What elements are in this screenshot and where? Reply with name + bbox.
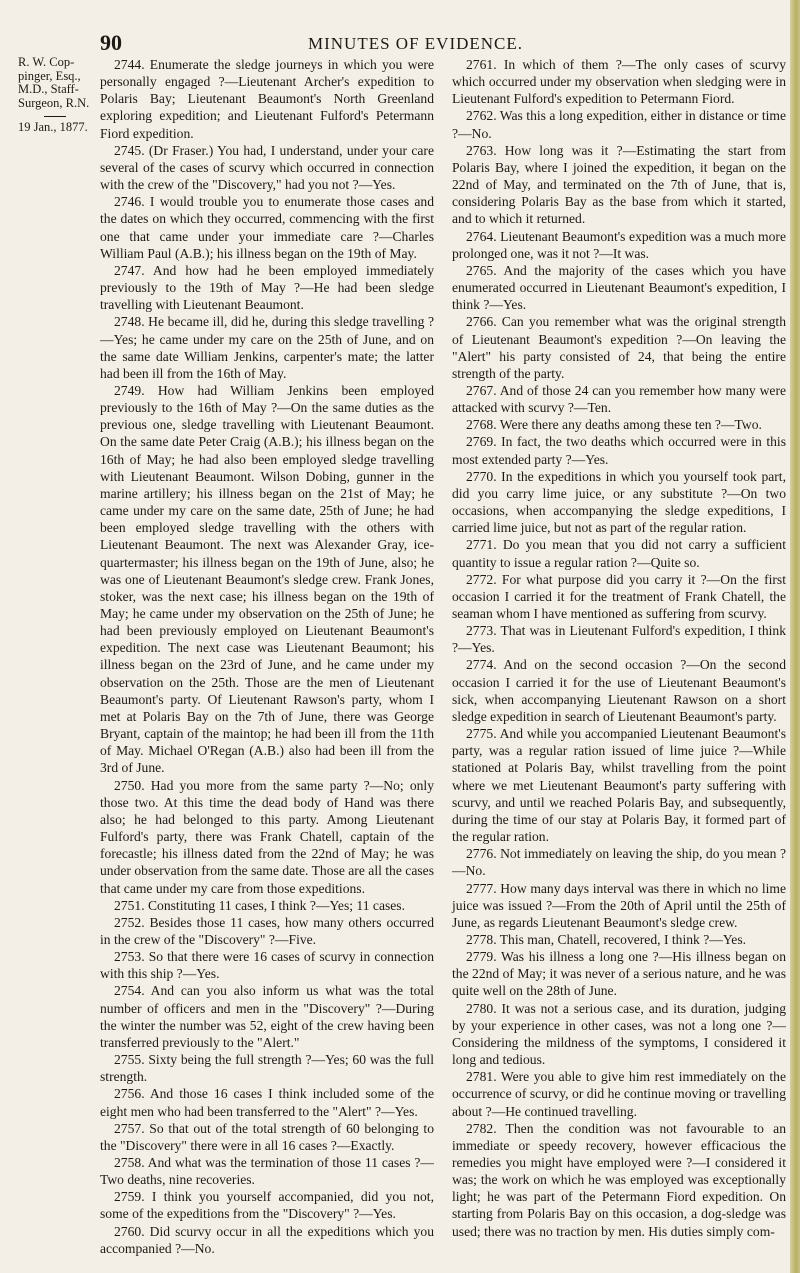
- evidence-paragraph: 2765. And the majority of the cases which you have enumerated occurred in Lieutenant Beaumont's expedition, I think ?—Yes.: [452, 262, 786, 313]
- right-column: [452, 56, 786, 1256]
- evidence-paragraph: 2773. That was in Lieutenant Fulford's expedition, I think ?—Yes.: [452, 623, 786, 656]
- evidence-paragraph: 2752. Besides those 11 cases, how many others occurred in the crew of the "Discovery" ?—Five.: [100, 914, 434, 947]
- evidence-paragraph: 2749. How had William Jenkins been employed previously to the 16th of May ?—On the same duties as the previous one, sledge travelling with Lieutenant Beaumont. On the same date Peter Craig (A.B.); his illness began on the 16th of May; he had also been employed sledge travelling with Lieutenant Beaumont. Wilson Dobing, gunner in the marine artillery; his illness began on the 21st of May; he came under my care on the same date, 25th of June; he had been employed sledge travelling with the others with Lieutenant Beaumont. The next was Alexander Gray, ice-quartermaster; his illness began on the 19th of June, also; he was one of Lieutenant Beaumont's sledge crew. Frank Jones, stoker, was the next case; his illness began on the 19th of May; he came under my observation on the 25th of June; he had been previously employed on Lieutenant Beaumont's expedition. The next case was Lieutenant Beaumont; his illness began on the 23rd of June, and he came under my observation on the 25th. Those are the men of Lieutenant Beaumont's party. Of Lieutenant Rawson's party, whom I met at Polaris Bay on the 7th of June, there was George Bryant, captain of the maintop; he had been ill from the 11th of May. Michael O'Regan (A.B.) also had been ill from the 3rd of June.: [100, 382, 434, 776]
- evidence-paragraph: 2781. Were you able to give him rest immediately on the occurrence of scurvy, or did he continue moving or travelling about ?—He continued travelling.: [452, 1069, 786, 1119]
- evidence-paragraph: 2774. And on the second occasion ?—On the second occasion I carried it for the use of Lieutenant Beaumont's sick, when accompanying Lieutenant Rawson on a short sledge expedition in search of Lieutenant Beaumont's party.: [452, 657, 786, 724]
- evidence-paragraph: 2778. This man, Chatell, recovered, I think ?—Yes.: [466, 931, 747, 947]
- evidence-paragraph: 2775. And while you accompanied Lieutenant Beaumont's party, was a regular ration issued of lime juice ?—While stationed at Polaris Bay, whilst travelling from the point where we met Lieutenant Beaumont's party suffering with scurvy, and until we reached Polaris Bay, and subsequently, during the time of our stay at Polaris Bay, it formed part of the regular ration.: [452, 726, 786, 845]
- evidence-paragraph: 2746. I would trouble you to enumerate those cases and the dates on which they occurred, commencing with the first one that came under your immediate care ?—Charles William Paul (A.B.); his illness began on the 19th of May.: [100, 194, 434, 261]
- witness-margin-note: [18, 56, 96, 135]
- evidence-paragraph: 2758. And what was the termination of those 11 cases ?—Two deaths, nine recoveries.: [100, 1155, 434, 1188]
- evidence-paragraph: 2777. How many days interval was there in which no lime juice was issued ?—From the 20th of April until the 25th of June, as regards Lieutenant Beaumont's sledge crew.: [452, 880, 786, 930]
- evidence-paragraph: 2770. In the expeditions in which you yourself took part, did you carry lime juice, or any substitute ?—On two occasions, when accompanying the sledge expeditions, I carried lime juice, but not as part of the regular ration.: [452, 468, 786, 536]
- evidence-paragraph: 2771. Do you mean that you did not carry a sufficient quantity to issue a regular ration ?—Quite so.: [452, 537, 786, 570]
- evidence-paragraph: 2756. And those 16 cases I think included some of the eight men who had been transferred to the "Alert" ?—Yes.: [100, 1086, 434, 1119]
- evidence-paragraph: 2779. Was his illness a long one ?—His illness began on the 22nd of May; it was never of a serious nature, and he was quite well on the 28th of June.: [452, 949, 786, 999]
- page-edge-stain: [790, 0, 800, 1273]
- evidence-paragraph: 2751. Constituting 11 cases, I think ?—Yes; 11 cases.: [114, 897, 405, 913]
- left-column: [100, 56, 434, 1256]
- evidence-paragraph: 2769. In fact, the two deaths which occurred were in this most extended party ?—Yes.: [452, 434, 786, 467]
- margin-note-line: M.D., Staff-: [18, 82, 79, 96]
- evidence-paragraph: 2755. Sixty being the full strength ?—Yes; 60 was the full strength.: [100, 1052, 434, 1085]
- evidence-paragraph: 2780. It was not a serious case, and its duration, judging by your experience in other cases, was not a long one ?—Considering the mildness of the symptoms, I considered it long and tedious.: [452, 1000, 786, 1068]
- margin-note-date: 19 Jan., 1877.: [18, 120, 88, 134]
- evidence-paragraph: 2753. So that there were 16 cases of scurvy in connection with this ship ?—Yes.: [100, 949, 434, 982]
- margin-note-line: Surgeon, R.N.: [18, 95, 90, 110]
- evidence-paragraph: 2745. (Dr Fraser.) You had, I understand, under your care several of the cases of scurvy which occurred in connection with the crew of the "Discovery," had you not ?—Yes.: [100, 142, 434, 193]
- page-number: 90: [100, 30, 122, 55]
- evidence-paragraph: 2762. Was this a long expedition, either in distance or time ?—No.: [452, 108, 786, 141]
- evidence-paragraph: 2748. He became ill, did he, during this sledge travelling ?—Yes; he came under my care on the 25th of June, and on the same date William Jenkins, carpenter's mate; the latter had been ill from the 16th of May.: [100, 314, 434, 381]
- evidence-paragraph: 2768. Were there any deaths among these ten ?—Two.: [466, 417, 762, 433]
- margin-note-line: R. W. Cop-: [18, 55, 75, 69]
- evidence-paragraph: 2767. And of those 24 can you remember how many were attacked with scurvy ?—Ten.: [452, 382, 786, 416]
- evidence-paragraph: 2772. For what purpose did you carry it ?—On the first occasion I carried it for the treatment of Frank Chatell, the seaman whom I have mentioned as suffering from scurvy.: [452, 571, 786, 621]
- running-title: MINUTES OF EVIDENCE.: [308, 34, 524, 53]
- evidence-paragraph: 2754. And can you also inform us what was the total number of officers and men in the "Discovery" ?—During the winter the number was 52, eight of the crew having been transferred previously to the "Alert.": [100, 983, 434, 1050]
- evidence-paragraph: 2763. How long was it ?—Estimating the start from Polaris Bay, where I joined the expedition, it began on the 22nd of May, and terminated on the 7th of June, that is, considering Polaris Bay as the base from which it started, and to which it returned.: [452, 142, 786, 227]
- evidence-paragraph: 2764. Lieutenant Beaumont's expedition was a much more prolonged one, was it not ?—It was.: [452, 228, 786, 261]
- evidence-paragraph: 2759. I think you yourself accompanied, did you not, some of the expeditions from the "Discovery" ?—Yes.: [100, 1189, 434, 1222]
- evidence-paragraph: 2761. In which of them ?—The only cases of scurvy which occurred under my observation when sledging were in Lieutenant Fulford's expedition to Petermann Fiord.: [452, 57, 786, 107]
- evidence-paragraph: 2782. Then the condition was not favourable to an immediate or speedy recovery, however efficacious the remedies you might have employed were ?—I considered it was; the work on which he was employed was exceptionally light; he was part of the Petermann Fiord expedition. On starting from Polaris Bay on this occasion, a dog-sledge was used; there was no traction by men. His duties simply com-: [452, 1120, 786, 1239]
- evidence-paragraph: 2757. So that out of the total strength of 60 belonging to the "Discovery" there were in all 16 cases ?—Exactly.: [100, 1120, 434, 1153]
- margin-divider: [44, 116, 66, 117]
- evidence-paragraph: 2750. Had you more from the same party ?—No; only those two. At this time the dead body of Hand was there also; he had belonged to this party. Among Lieutenant Fulford's party, there was Frank Chatell, captain of the forecastle; his illness dated from the 22nd of May; he was under observation from the same date. Those are all the cases that came under my care from those expeditions.: [100, 777, 434, 896]
- evidence-paragraph: 2760. Did scurvy occur in all the expeditions which you accompanied ?—No.: [100, 1223, 434, 1256]
- margin-note-line: pinger, Esq.,: [18, 68, 81, 83]
- evidence-paragraph: 2766. Can you remember what was the original strength of Lieutenant Beaumont's expedition ?—On leaving the "Alert" his party consisted of 24, that being the entire strength of the party.: [452, 314, 786, 381]
- evidence-paragraph: 2744. Enumerate the sledge journeys in which you were personally engaged ?—Lieutenant Archer's expedition to Polaris Bay; Lieutenant Beaumont's North Greenland exploring expedition; and Lieutenant Fulford's Petermann Fiord expedition.: [100, 57, 434, 141]
- page-header: [0, 10, 790, 55]
- evidence-paragraph: 2776. Not immediately on leaving the ship, do you mean ?—No.: [452, 846, 786, 879]
- evidence-paragraph: 2747. And how had he been employed immediately previously to the 19th of May ?—He had been sledge travelling with Lieutenant Beaumont.: [100, 262, 434, 313]
